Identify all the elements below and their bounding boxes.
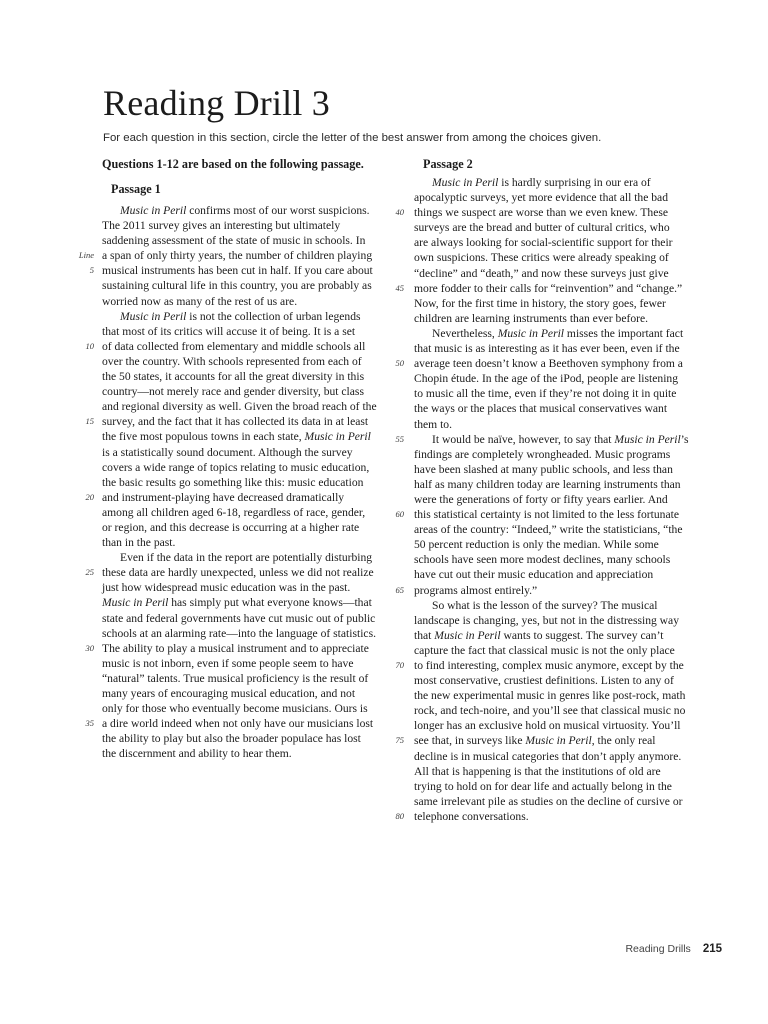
italic-title-text: Music in Peril (525, 734, 592, 748)
line-text: schools have seen more modest declines, many schools (414, 553, 671, 567)
passage-line (395, 583, 722, 598)
passage-line (102, 475, 388, 490)
line-text: capture the fact that classical music is not the only place (414, 643, 675, 657)
passage-line (414, 718, 722, 733)
passage-line (102, 611, 388, 626)
passage-line (414, 522, 722, 537)
passage-line (414, 567, 722, 582)
passage-line (85, 490, 388, 505)
line-text: the ability to play but also the broader populace has lost (102, 732, 361, 746)
line-number: 55 (395, 433, 404, 444)
line-text: to find interesting, complex music anymore, except by the (414, 659, 684, 672)
line-text: country—not merely race and gender diversity, but class (102, 385, 364, 399)
passage-line (85, 716, 388, 731)
passage-line (414, 598, 722, 613)
line-text: own suspicions. These critics were already speaking of (414, 251, 669, 265)
line-number: 45 (395, 282, 404, 293)
italic-title-text: Music in Peril (102, 596, 169, 610)
line-text: is a statistically sound document. Although the survey (102, 445, 353, 459)
passage-line (395, 205, 722, 220)
line-text: So what is the lesson of the survey? The musical (432, 598, 658, 612)
line-text: covers a wide range of topics relating to music education, (102, 460, 370, 474)
footer-section-label: Reading Drills (625, 943, 691, 955)
line-text: and instrument-playing have decreased dramatically (102, 490, 345, 504)
line-number: 20 (85, 491, 94, 502)
line-text: that (414, 628, 435, 642)
passage-line (414, 779, 722, 794)
line-text: decline is in musical categories that don’t apply anymore. (414, 749, 682, 763)
passage-line (414, 794, 722, 809)
line-text: musical instruments has been cut in half. If you care about (102, 264, 373, 278)
passage-line (395, 507, 722, 522)
line-number: 50 (395, 358, 404, 369)
line-text: to music all the time, even if they’re not doing it in quite (414, 387, 677, 401)
line-text: them to. (414, 417, 452, 431)
passage-line (395, 733, 722, 748)
italic-title-text: Music in Peril (497, 326, 565, 340)
line-text: half as many children today are learning instruments than (414, 477, 681, 491)
line-text: Now, for the first time in history, the story goes, fewer (414, 296, 666, 310)
passage-line (102, 294, 388, 309)
passage-line (414, 462, 722, 477)
passage-line (414, 386, 722, 401)
line-text: findings are completely wrongheaded. Music programs (414, 447, 671, 461)
line-text: misses the important fact (564, 326, 684, 340)
line-number: 35 (85, 718, 94, 729)
passage-line (414, 296, 722, 311)
line-text: landscape is changing, yes, but not in the distressing way (414, 613, 679, 627)
line-text: have cut out their music education and appreciation (414, 568, 654, 582)
passage-line (102, 218, 388, 233)
line-text: is hardly surprising in our era of (498, 176, 651, 189)
line-number: 10 (85, 340, 94, 351)
line-number: 80 (395, 810, 404, 821)
passage-line (414, 401, 722, 416)
line-text: and regional diversity as well. Given the broad reach of the (102, 400, 377, 414)
passage-1-text (78, 203, 388, 761)
line-text: most conservative, crustiest definitions. Listen to any of (414, 674, 674, 688)
passage-line (414, 190, 722, 205)
line-number: 75 (395, 735, 404, 746)
passage-line (395, 809, 722, 824)
page-number: 215 (702, 943, 722, 955)
line-text: average teen doesn’t know a Beethoven symphony from a (414, 357, 683, 371)
italic-title-text: Music in Peril (614, 432, 681, 446)
passage-line (414, 235, 722, 250)
passage-line (85, 565, 388, 580)
passage-line (102, 429, 388, 444)
passage-line (414, 477, 722, 492)
line-text: just how widespread music education was in the past. (102, 581, 351, 595)
passage-line (78, 248, 388, 263)
passage-line (102, 369, 388, 384)
line-number: Line (78, 250, 94, 261)
line-number: 30 (85, 642, 94, 653)
line-text: the new experimental music in genres like post-rock, math (414, 689, 686, 703)
line-text: 50 percent reduction is only the median. While some (414, 538, 659, 552)
passage-line (414, 749, 722, 764)
passage-line (85, 414, 388, 429)
italic-title-text: Music in Peril (120, 204, 187, 217)
passage-2-title: Passage 2 (423, 157, 473, 171)
line-text: this statistical certainty is not limited to the less fortunate (414, 508, 679, 522)
line-text: or region, and this decrease is occurring at a higher rate (102, 520, 360, 534)
italic-title-text: Music in Peril (434, 628, 501, 642)
passage-line (102, 746, 388, 761)
line-text: “natural” talents. True musical proficiency is the result of (102, 671, 369, 685)
line-text: rock, and tech-noire, and you’ll see that classical music no (414, 704, 686, 718)
line-text: wants to suggest. The survey can’t (500, 628, 664, 642)
line-text: than in the past. (102, 536, 176, 550)
passage-line (102, 595, 388, 610)
line-text: have been slashed at many public schools, and less than (414, 462, 673, 476)
passage-line (89, 263, 388, 278)
passage-line (414, 537, 722, 552)
line-text: All that is happening is that the institutions of old are (414, 764, 661, 778)
passage-line (414, 628, 722, 643)
line-text: more fodder to their calls for “reinvention” and “change.” (414, 281, 683, 295)
line-number: 40 (395, 207, 404, 218)
page-footer (600, 943, 722, 955)
passage-line (414, 613, 722, 628)
passage-line (414, 175, 722, 190)
line-number: 5 (89, 265, 94, 276)
passage-line (414, 326, 722, 341)
passage-2-column (395, 156, 722, 824)
passage-line (102, 384, 388, 399)
line-text: sustaining cultural life in this country, you are probably as (102, 279, 372, 293)
line-text: areas of the country: “Indeed,” write the statisticians, “the (414, 523, 683, 537)
line-text: among all children aged 6-18, regardless of race, gender, (102, 505, 366, 519)
passage-line (414, 250, 722, 265)
passage-line (102, 550, 388, 565)
line-text: longer has an exclusive hold on musical virtuosity. You’ll (414, 719, 681, 733)
italic-title-text: Music in Peril (304, 430, 371, 444)
line-text: surveys are the bread and butter of cultural critics, who (414, 221, 670, 235)
passage-line (414, 371, 722, 386)
passage-line (414, 643, 722, 658)
line-text: many years of encouraging musical education, and not (102, 687, 356, 700)
passage-line (102, 445, 388, 460)
line-text: children are learning instruments than ever before. (414, 311, 649, 325)
line-text: It would be naïve, however, to say that (432, 432, 615, 446)
line-number: 65 (395, 584, 404, 595)
line-text: schools at an alarming rate—into the language of statistics. (102, 626, 376, 640)
line-text: over the country. With schools represented from each of (102, 354, 362, 368)
passage-line (414, 220, 722, 235)
line-text: The ability to play a musical instrument and to appreciate (102, 641, 369, 655)
passage-2-text (395, 175, 722, 824)
passage-line (414, 764, 722, 779)
italic-title-text: Music in Peril (432, 176, 499, 189)
line-text: , the only real (591, 734, 656, 748)
passage-line (85, 641, 388, 656)
passage-line (102, 580, 388, 595)
passage-1-title: Passage 1 (111, 182, 161, 196)
line-text: apocalyptic surveys, yet more evidence that all the bad (414, 191, 668, 205)
passage-line (102, 354, 388, 369)
line-text: is not the collection of urban legends (186, 309, 361, 323)
line-text: that music is as interesting as it has ever been, even if the (414, 342, 680, 356)
passage-line (102, 460, 388, 475)
line-text: the five most populous towns in each state, (102, 430, 305, 444)
line-text: these data are hardly unexpected, unless we did not realize (102, 566, 374, 580)
line-text: trying to hold on for dear life and actually belong in the (414, 779, 672, 793)
passage-line (102, 671, 388, 686)
passage-line (414, 673, 722, 688)
passage-line (414, 417, 722, 432)
line-number: 15 (85, 416, 94, 427)
passage-line (414, 266, 722, 281)
line-text: telephone conversations. (414, 809, 529, 823)
passage-line (102, 309, 388, 324)
passage-line (102, 535, 388, 550)
line-text: the discernment and ability to hear them. (102, 747, 292, 761)
passage-line (414, 492, 722, 507)
line-text: same irrelevant pile as studies on the decline of cursive or (414, 794, 683, 808)
line-text: the ways or the places that musical conservatives want (414, 402, 668, 416)
passage-line (102, 656, 388, 671)
passage-line (102, 626, 388, 641)
passage-line (102, 701, 388, 716)
line-text: confirms most of our worst suspicions. (186, 204, 370, 217)
passage-line (102, 505, 388, 520)
passage-line (395, 356, 722, 371)
passage-line (102, 731, 388, 746)
passage-1-column (78, 156, 388, 761)
line-text: worried now as many of the rest of us are. (102, 294, 298, 308)
instructions-text: For each question in this section, circle the letter of the best answer from among the choices given. (103, 132, 602, 144)
passage-line (102, 399, 388, 414)
line-text: that most of its critics will accuse it of being. It is a set (102, 324, 356, 338)
passage-line (395, 658, 722, 673)
line-text: the basic results go something like this: music education (102, 475, 364, 489)
line-text: “decline” and “death,” and now these surveys just give (414, 266, 669, 280)
line-text: things we suspect are worse than we even knew. These (414, 206, 669, 220)
line-text: Nevertheless, (432, 326, 498, 340)
passage-line (102, 520, 388, 535)
passage-line (85, 339, 388, 354)
passage-line (102, 278, 388, 293)
line-number: 25 (85, 567, 94, 578)
line-text: of data collected from elementary and middle schools all (102, 339, 366, 353)
line-text: saddening assessment of the state of music in schools. In (102, 234, 366, 248)
passage-line (414, 311, 722, 326)
line-text: state and federal governments have cut music out of public (102, 611, 376, 625)
passage-line (102, 324, 388, 339)
passage-line (414, 447, 722, 462)
line-text: The 2011 survey gives an interesting but ultimately (102, 219, 341, 233)
line-number: 70 (395, 660, 404, 670)
line-text: has simply put what everyone knows—that (168, 596, 372, 610)
line-text: ’s (680, 432, 689, 446)
italic-title-text: Music in Peril (120, 309, 187, 323)
passage-line (102, 203, 388, 218)
passage-line (414, 341, 722, 356)
line-text: the 50 states, it accounts for all the great diversity in this (102, 370, 365, 384)
line-text: programs almost entirely.” (414, 583, 538, 597)
line-text: a dire world indeed when not only have our musicians lost (102, 717, 374, 731)
passage-line (414, 703, 722, 718)
passage-line (414, 688, 722, 703)
questions-header: Questions 1-12 are based on the following passage. (102, 157, 364, 171)
passage-line (414, 552, 722, 567)
line-text: see that, in surveys like (414, 734, 526, 748)
passage-line (395, 432, 722, 447)
line-text: Even if the data in the report are potentially disturbing (120, 551, 373, 565)
passage-line (395, 281, 722, 296)
line-text: were the generations of forty or fifty years earlier. And (414, 492, 668, 506)
page-title: Reading Drill 3 (103, 83, 330, 123)
passage-line (102, 233, 388, 248)
line-text: survey, and the fact that it has collected its data in at least (102, 415, 369, 429)
line-text: Chopin étude. In the age of the iPod, people are listening (414, 372, 679, 386)
line-text: a span of only thirty years, the number of children playing (102, 249, 373, 263)
line-text: are always looking for social-scientific support for their (414, 236, 673, 250)
line-number: 60 (395, 509, 404, 520)
line-text: music is not inborn, even if some people seem to have (102, 656, 354, 670)
passage-line (102, 686, 388, 701)
line-text: only for those who eventually become musicians. Ours is (102, 702, 368, 716)
